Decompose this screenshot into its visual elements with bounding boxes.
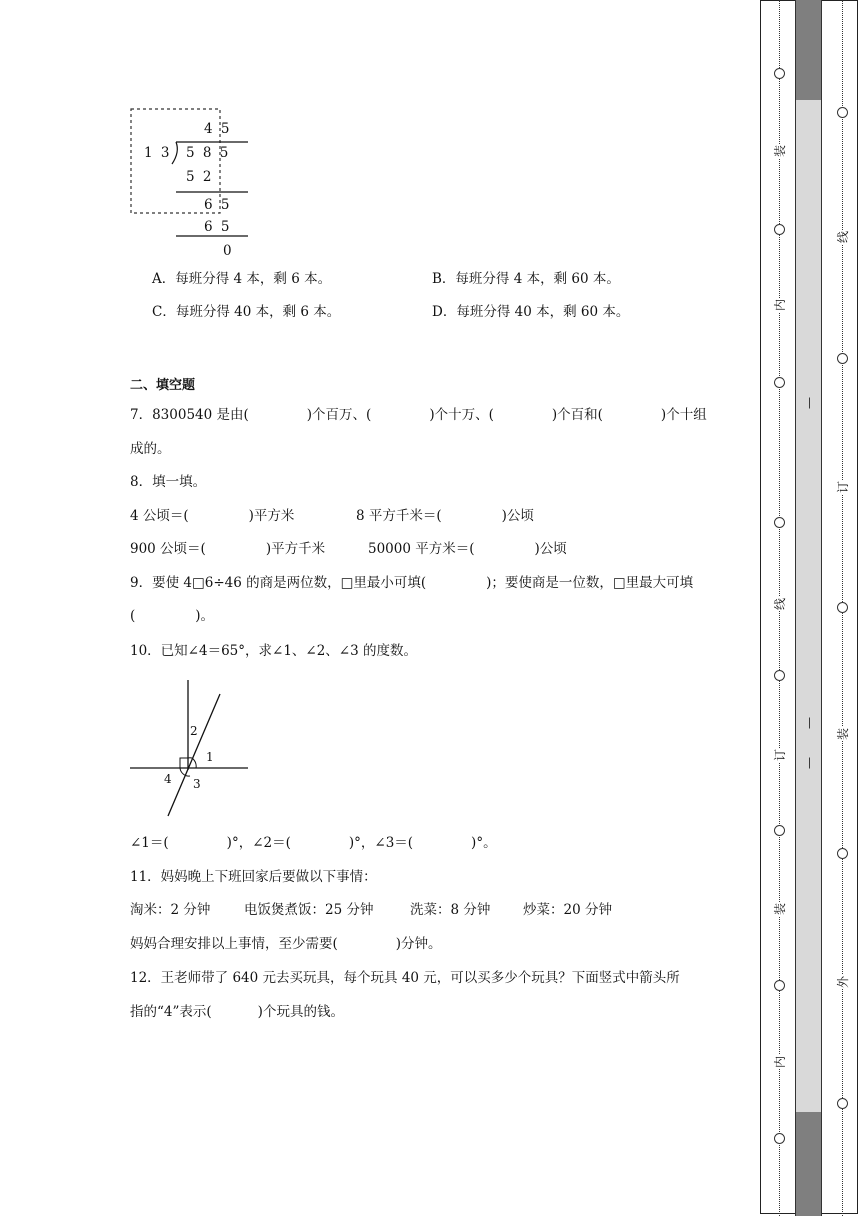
q7-part4: )个百和( xyxy=(551,407,603,423)
outer-circle xyxy=(774,670,785,681)
grey-dash: — xyxy=(802,397,816,409)
q8-title: 8．填一填。 xyxy=(130,474,207,490)
outer-char: 装 xyxy=(773,903,787,916)
q12-line2 xyxy=(130,1003,344,1021)
division-dividend: 5 8 5 xyxy=(186,145,231,161)
grey-dash: — xyxy=(802,757,816,769)
q12-line2a: 指的“4”表示( xyxy=(130,1004,212,1020)
outer-char: 订 xyxy=(773,749,787,762)
inner-circle xyxy=(837,107,848,118)
q8-row2-b xyxy=(368,540,567,558)
q8-b2: )公顷 xyxy=(501,508,534,524)
outer-circle xyxy=(774,224,785,235)
option-a: A．每班分得 4 本，剩 6 本。 xyxy=(152,271,332,287)
q11-ask2: )分钟。 xyxy=(395,936,442,952)
q8-d1: 50000 平方米＝( xyxy=(368,541,475,557)
q7-line1 xyxy=(130,406,707,424)
inner-char: 线 xyxy=(836,231,850,244)
outer-char: 线 xyxy=(773,598,787,611)
q9-line2b: )。 xyxy=(195,608,215,624)
q10-ans2: )°，∠2＝( xyxy=(226,835,291,851)
outer-char: 内 xyxy=(773,299,787,312)
inner-char: 订 xyxy=(836,481,850,494)
q10-answers xyxy=(130,834,497,852)
dark-block-top xyxy=(796,0,821,100)
q8-row2 xyxy=(130,540,325,558)
q7-part3: )个十万、( xyxy=(429,407,494,423)
division-remainder1: 6 5 xyxy=(204,197,232,213)
q8-a1: 4 公顷＝( xyxy=(130,508,189,524)
q11-task4: 炒菜：20 分钟 xyxy=(523,902,612,918)
q7-part2: )个百万、( xyxy=(306,407,372,423)
q10-ans4: )°。 xyxy=(471,835,497,851)
q12-line1: 12．王老师带了 640 元去买玩具，每个玩具 40 元，可以买多少个玩具？下面竖式中箭头所 xyxy=(130,970,680,986)
q8-c2: )平方千米 xyxy=(265,541,326,557)
outer-circle xyxy=(774,68,785,79)
dark-block-bottom xyxy=(796,1112,821,1216)
outer-circle xyxy=(774,825,785,836)
option-d: D．每班分得 40 本，剩 60 本。 xyxy=(432,304,630,320)
q11-ask xyxy=(130,935,442,953)
q10-ans1: ∠1＝( xyxy=(130,835,169,851)
option-c: C．每班分得 40 本，剩 6 本。 xyxy=(152,304,341,320)
q10-text: 10．已知∠4＝65°，求∠1、∠2、∠3 的度数。 xyxy=(130,643,417,659)
q7-line2: 成的。 xyxy=(130,441,171,457)
option-b: B．每班分得 4 本，剩 60 本。 xyxy=(432,271,620,287)
inner-circle xyxy=(837,353,848,364)
q7-part5: )个十组 xyxy=(660,407,707,423)
q9-line2a: ( xyxy=(130,608,136,624)
section-title: 二、填空题 xyxy=(130,378,196,393)
q9-part2: )；要使商是一位数，□里最大可填 xyxy=(486,575,694,591)
q7-part1: 7．8300540 是由( xyxy=(130,407,249,423)
division-step1: 5 2 xyxy=(186,169,214,185)
division-quotient: 4 5 xyxy=(204,121,232,137)
q10-ans3: )°，∠3＝( xyxy=(348,835,414,851)
outer-char: 装 xyxy=(773,145,787,158)
inner-circle xyxy=(837,1098,848,1109)
q9-line2 xyxy=(130,607,214,625)
outer-circle xyxy=(774,517,785,528)
q8-row1-b xyxy=(356,507,534,525)
q11-task1: 淘米：2 分钟 xyxy=(130,902,211,918)
q11-ask1: 妈妈合理安排以上事情，至少需要( xyxy=(130,936,338,952)
q9-part1: 9．要使 4□6÷46 的商是两位数，□里最小可填( xyxy=(130,575,427,591)
angle-label-2: 2 xyxy=(190,724,198,738)
q8-d2: )公顷 xyxy=(534,541,567,557)
q11-text: 11．妈妈晚上下班回家后要做以下事情： xyxy=(130,869,377,885)
outer-circle xyxy=(774,1133,785,1144)
outer-circle xyxy=(774,377,785,388)
inner-circle xyxy=(837,848,848,859)
grey-dash: — xyxy=(802,717,816,729)
angle-label-3: 3 xyxy=(193,777,201,791)
angle-label-4: 4 xyxy=(164,772,172,786)
q8-a2: )平方米 xyxy=(248,508,295,524)
grey-column xyxy=(795,0,822,1216)
q11-task3: 洗菜：8 分钟 xyxy=(410,902,491,918)
division-step2: 6 5 xyxy=(204,219,232,235)
inner-circle xyxy=(837,602,848,613)
division-final: 0 xyxy=(223,243,232,259)
q9-line1 xyxy=(130,574,693,592)
angle-figure xyxy=(128,676,252,826)
q12-line2b: )个玩具的钱。 xyxy=(257,1004,344,1020)
inner-char: 外 xyxy=(836,976,850,989)
q11-task2: 电饭煲煮饭：25 分钟 xyxy=(244,902,374,918)
outer-char: 内 xyxy=(773,1056,787,1069)
angle-label-1: 1 xyxy=(206,750,214,764)
q8-b1: 8 平方千米＝( xyxy=(356,508,442,524)
outer-circle xyxy=(774,980,785,991)
division-divisor: 1 3 xyxy=(144,145,172,161)
inner-char: 装 xyxy=(836,728,850,741)
q8-c1: 900 公顷＝( xyxy=(130,541,206,557)
q8-row1 xyxy=(130,507,294,525)
